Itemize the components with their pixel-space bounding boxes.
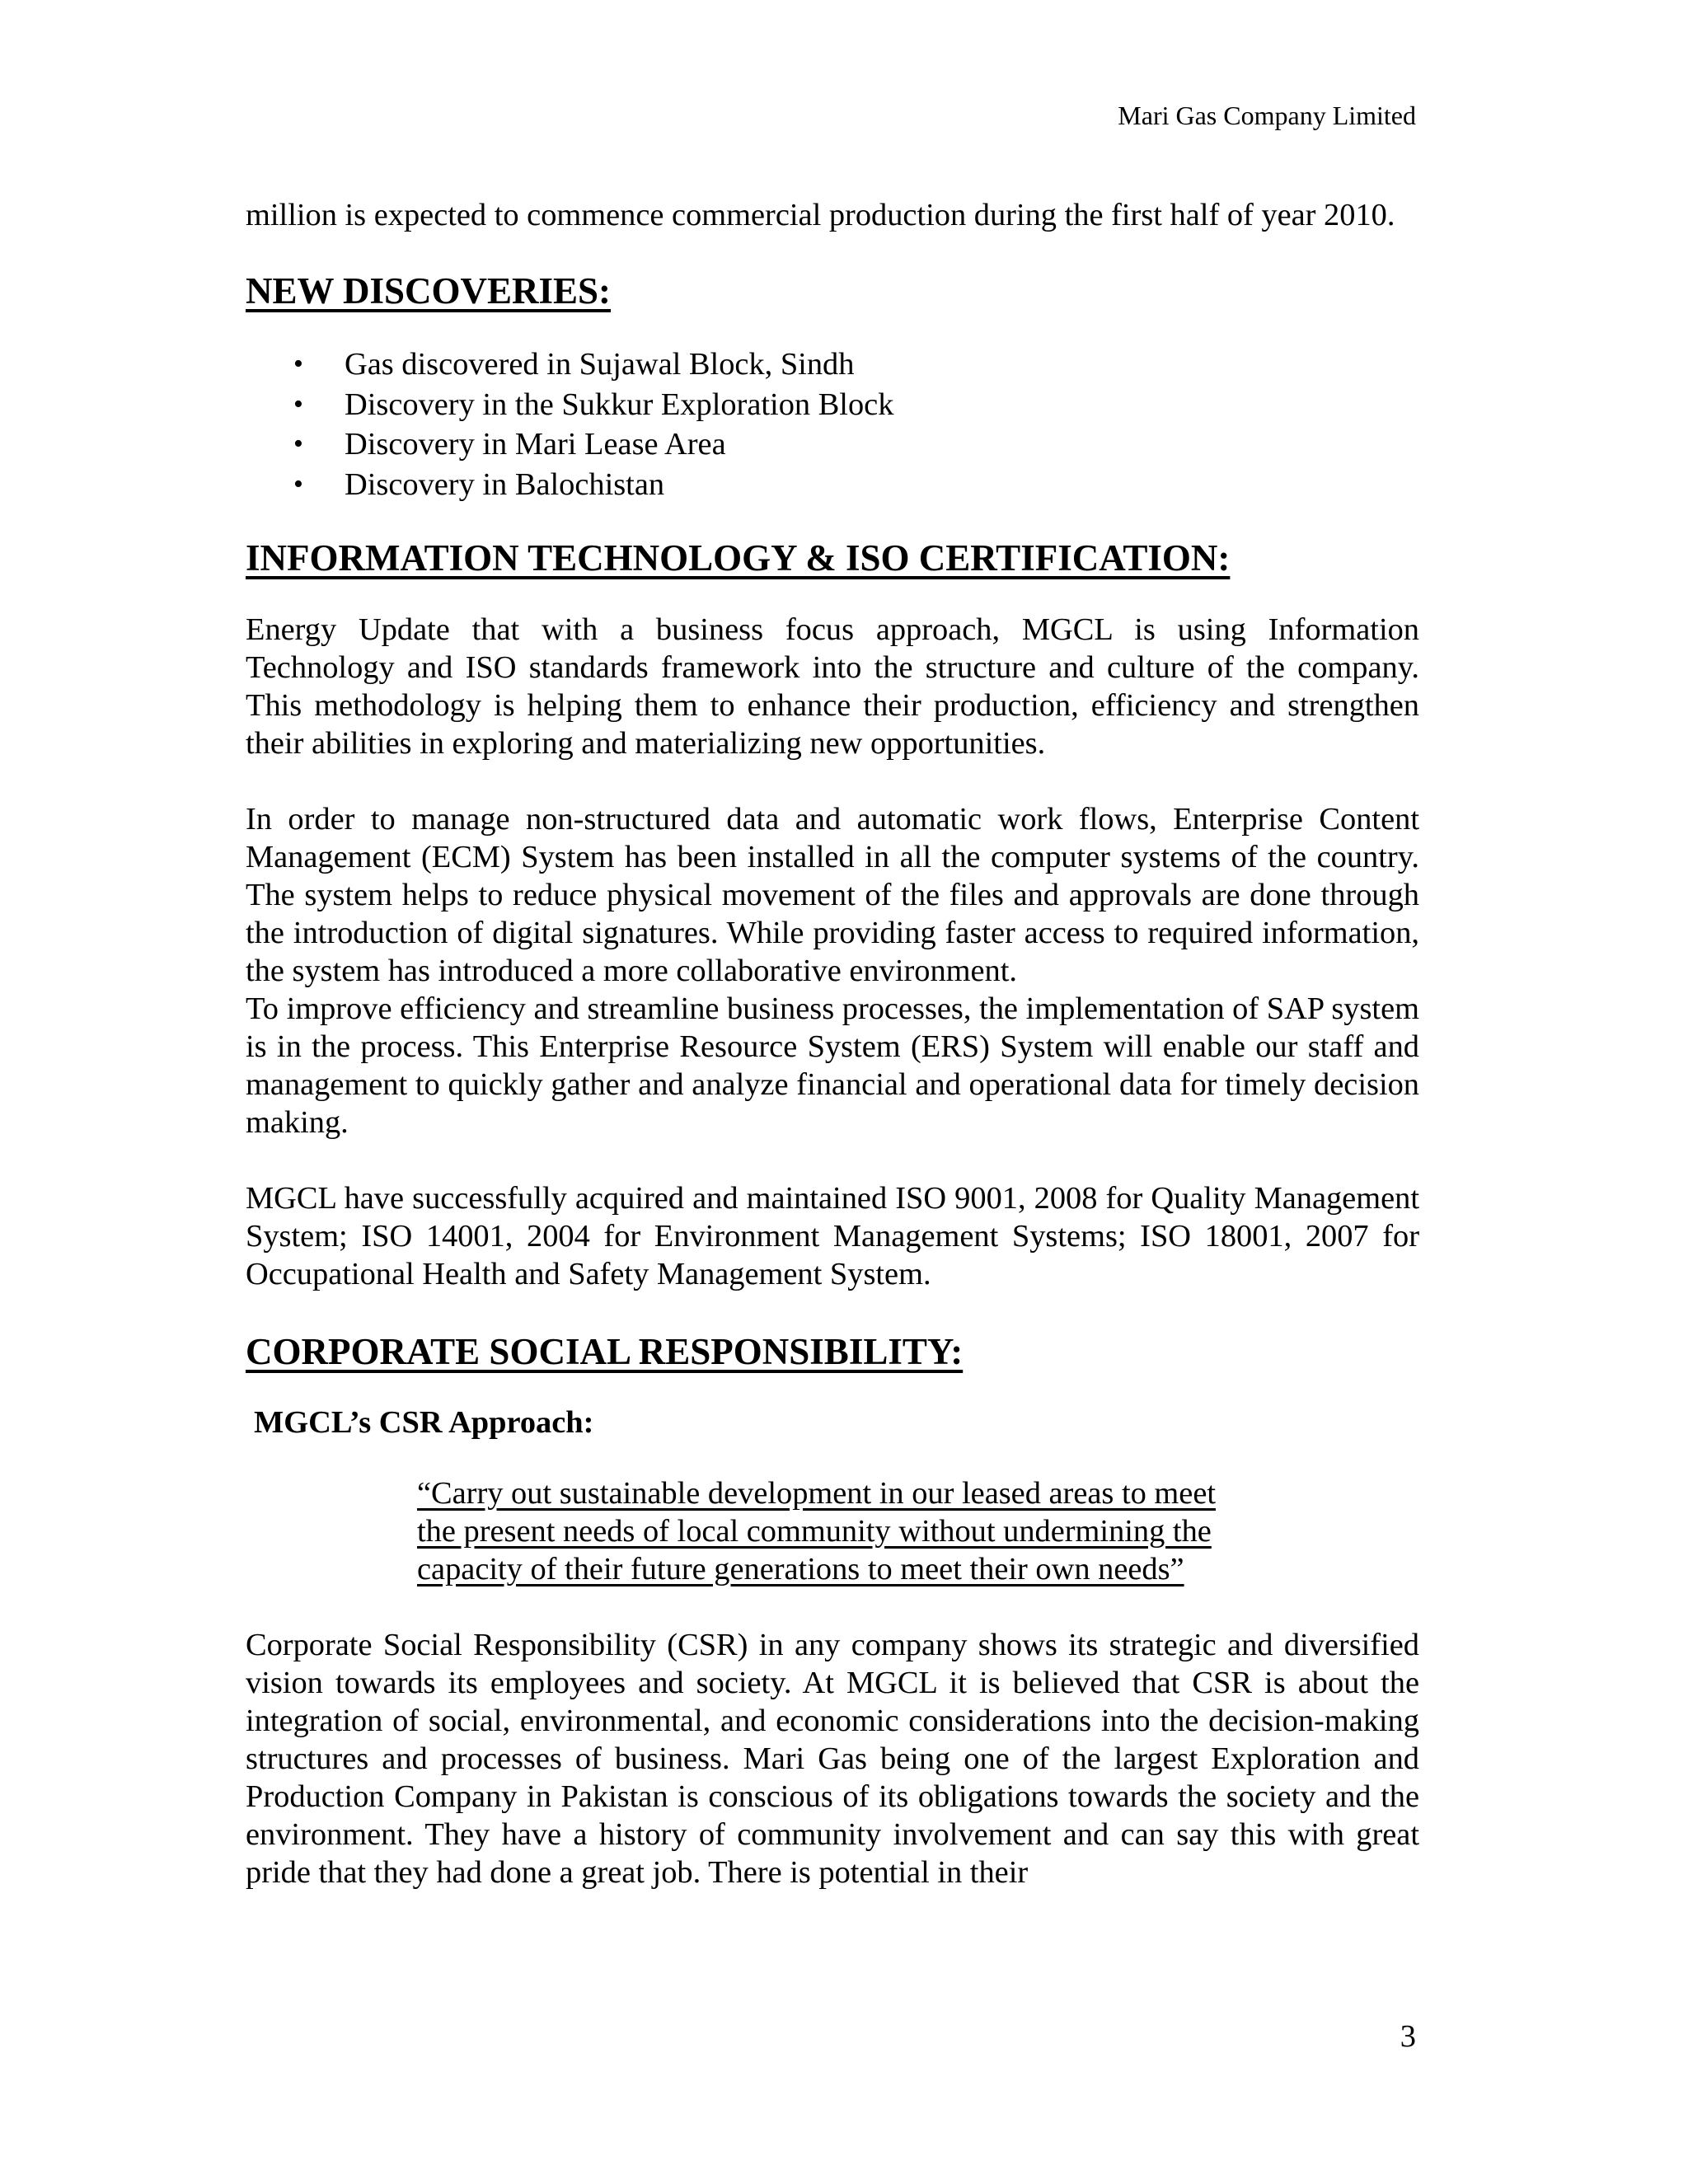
running-header: Mari Gas Company Limited: [1118, 101, 1416, 130]
list-item: [246, 465, 1419, 505]
discoveries-list: [246, 344, 1419, 504]
iso-paragraph: MGCL have successfully acquired and maintained ISO 9001, 2008 for Quality Management System; ISO 14001, 2004 for Environment Management Systems; ISO 18001, 2007 for Occupational Health and Safety Management System.: [246, 1181, 1419, 1291]
csr-paragraph: Corporate Social Responsibility (CSR) in any company shows its strategic and diversified vision towards its employees and society. At MGCL it is believed that CSR is about the integration of social, environmental, and economic considerations into the decision-making structures and processes of business. Mari Gas being one of the largest Exploration and Production Company in Pakistan is conscious of its obligations towards the society and the environment. They have a history of community involvement and can say this with great pride that they had done a great job. There is potential in their: [246, 1628, 1419, 1890]
bullet-icon: •: [293, 429, 303, 459]
list-item: [246, 344, 1419, 385]
new-discoveries-heading: NEW DISCOVERIES:: [246, 270, 612, 312]
it-paragraph-2: In order to manage non-structured data and automatic work flows, Enterprise Content Management (ECM) System has been installed in all the computer systems of the country. The system helps to reduce physical movement of the files and approvals are done through the introduction of digital signatures. While providing faster access to required information, the system has introduced a more collaborative environment.: [246, 802, 1419, 988]
csr-quote: “Carry out sustainable development in our leased areas to meet the present needs of local community without undermining the capacity of their future generations to meet their own needs”: [417, 1476, 1217, 1586]
page-content: [246, 196, 1419, 1891]
list-item: [246, 424, 1419, 465]
list-item-text: Gas discovered in Sujawal Block, Sindh: [345, 347, 855, 382]
it-paragraph-1: Energy Update that with a business focus approach, MGCL is using Information Technology and ISO standards framework into the structure and culture of the company. This methodology is helping them to enhance their production, efficiency and strengthen their abilities in exploring and materializing new opportunities.: [246, 612, 1419, 761]
csr-heading: CORPORATE SOCIAL RESPONSIBILITY:: [246, 1331, 964, 1372]
list-item-text: Discovery in the Sukkur Exploration Block: [345, 387, 894, 422]
it-iso-heading: INFORMATION TECHNOLOGY & ISO CERTIFICATION:: [246, 537, 1231, 579]
bullet-icon: •: [293, 349, 303, 379]
intro-paragraph: million is expected to commence commercial production during the first half of year 2010.: [246, 198, 1395, 232]
list-item: [246, 385, 1419, 425]
bullet-icon: •: [293, 468, 303, 499]
bullet-icon: •: [293, 388, 303, 419]
csr-approach-subheading: MGCL’s CSR Approach:: [254, 1405, 594, 1440]
page-number: 3: [1400, 2019, 1416, 2054]
list-item-text: Discovery in Balochistan: [345, 466, 665, 502]
it-paragraph-3: To improve efficiency and streamline business processes, the implementation of SAP system is in the process. This Enterprise Resource System (ERS) System will enable our staff and management to quickly gather and analyze financial and operational data for timely decision making.: [246, 991, 1419, 1140]
list-item-text: Discovery in Mari Lease Area: [345, 427, 726, 462]
